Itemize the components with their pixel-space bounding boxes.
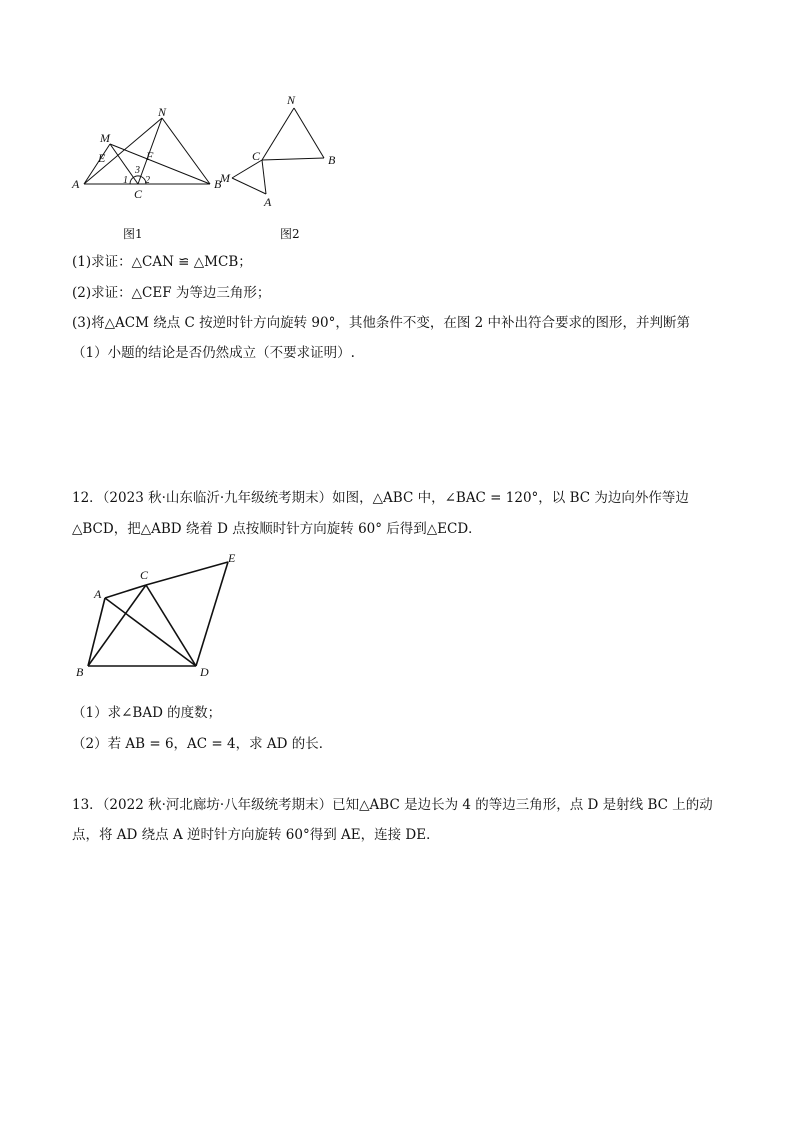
figure-1-caption: 图1 — [123, 227, 143, 241]
q11-part1: (1)求证：△CAN ≌ △MCB； — [72, 254, 252, 270]
fig1-angle-3: 3 — [135, 165, 140, 176]
figure-2-caption: 图2 — [280, 227, 300, 241]
fig1-label-E: E — [98, 151, 106, 165]
q12-sub1: （1）求∠BAD 的度数； — [72, 705, 222, 721]
fig1-label-N: N — [158, 105, 167, 119]
fig3-label-A: A — [94, 587, 102, 601]
fig1-label-F: F — [146, 149, 154, 163]
figure-3 — [68, 548, 248, 682]
q12-line1: 12．（2023 秋·山东临沂·九年级统考期末）如图，△ABC 中，∠BAC = 120°，以 BC 为边向外作等边 — [72, 490, 689, 506]
fig1-angle-2: 2 — [145, 175, 150, 186]
q12-line2: △BCD，把△ABD 绕着 D 点按顺时针方向旋转 60° 后得到△ECD． — [72, 521, 482, 537]
q13-line1: 13．（2022 秋·河北廊坊·八年级统考期末）已知△ABC 是边长为 4 的等边三角形，点 D 是射线 BC 上的动 — [72, 797, 713, 813]
fig3-label-D: D — [200, 665, 209, 679]
fig3-label-E: E — [228, 551, 236, 565]
figure-2 — [212, 90, 352, 215]
fig1-label-A: A — [72, 177, 80, 191]
fig2-label-N: N — [287, 93, 296, 107]
fig2-label-A: A — [264, 195, 272, 209]
fig2-label-C: C — [252, 149, 261, 163]
figure-1 — [60, 100, 230, 210]
fig2-label-M: M — [220, 171, 230, 185]
q11-part3-line2: （1）小题的结论是否仍然成立（不要求证明）. — [72, 345, 355, 361]
q11-part2: (2)求证：△CEF 为等边三角形； — [72, 285, 271, 301]
q11-part3-line1: (3)将△ACM 绕点 C 按逆时针方向旋转 90°，其他条件不变，在图 2 中补出符合要求的图形，并判断第 — [72, 315, 690, 331]
fig1-label-B: B — [214, 177, 222, 191]
fig1-label-C: C — [134, 187, 143, 201]
fig2-label-B: B — [328, 153, 336, 167]
fig1-angle-1: 1 — [123, 175, 128, 186]
fig3-label-C: C — [140, 568, 149, 582]
q12-sub2: （2）若 AB = 6，AC = 4，求 AD 的长． — [72, 736, 333, 752]
q13-line2: 点，将 AD 绕点 A 逆时针方向旋转 60°得到 AE，连接 DE． — [72, 827, 440, 843]
fig3-label-B: B — [76, 665, 84, 679]
fig1-label-M: M — [100, 131, 110, 145]
